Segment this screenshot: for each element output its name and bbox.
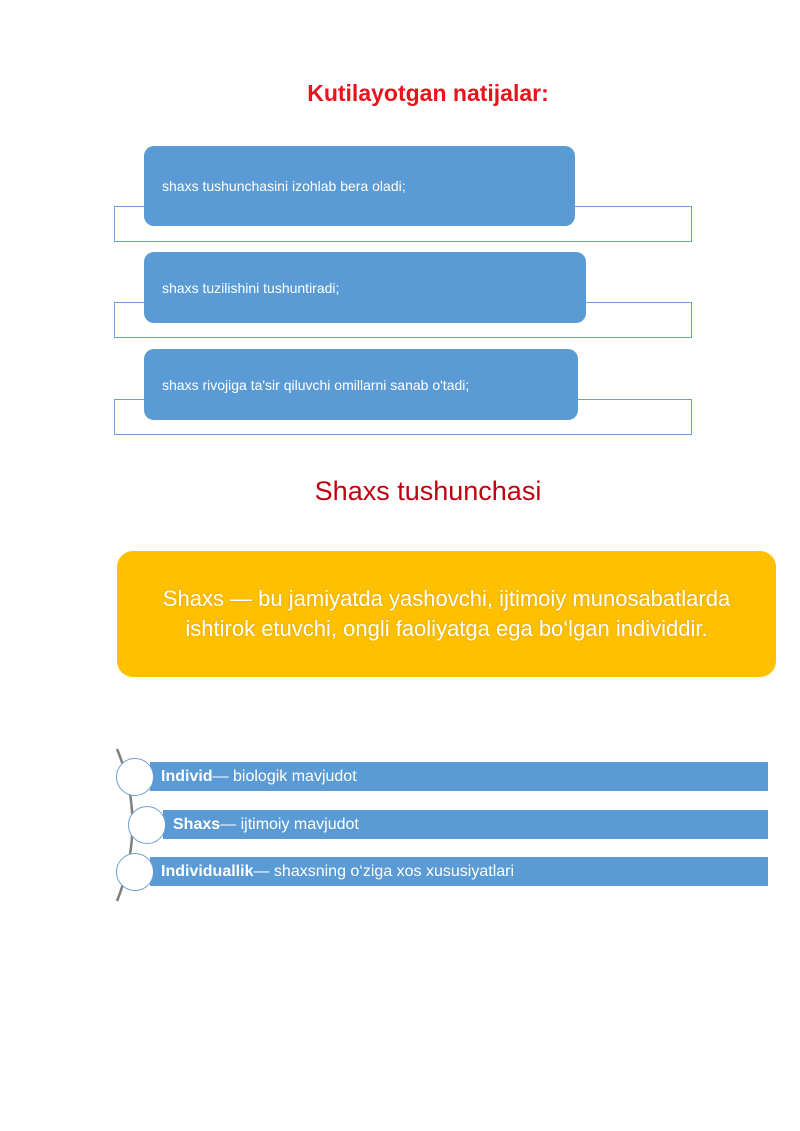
section-title: Shaxs tushunchasi [314,476,542,506]
outcome-card [144,349,578,420]
term-name: Shaxs [173,815,221,833]
outcome-text: shaxs rivojiga ta'sir qiluvchi omillarni sanab o'tadi; [162,376,470,393]
definition-box [117,551,776,677]
outcome-text: shaxs tushunchasini izohlab bera oladi; [162,178,406,194]
bullet-circle [116,758,154,796]
outcome-text: shaxs tuzilishini tushuntiradi; [162,279,340,296]
term-row [163,810,768,839]
term-name: Individ [161,767,213,785]
term-name: Individuallik [161,862,254,880]
term-description: — ijtimoiy mavjudot [220,815,359,833]
term-row [150,762,768,791]
term-description: — biologik mavjudot [212,767,357,785]
term-row [150,857,768,886]
outcome-card [144,252,586,323]
term-description: — shaxsning o‘ziga xos xususiyatlari [253,862,515,880]
page-title: Kutilayotgan natijalar: [307,80,549,106]
bullet-circle [116,853,154,891]
outcome-card [144,146,575,226]
bullet-circle [128,806,166,844]
definition-text: Shaxs — bu jamiyatda yashovchi, ijtimoiy munosabatlarda ishtirok etuvchi, ongli faoliyatga ega bo‘lgan individdir. [162,586,731,641]
